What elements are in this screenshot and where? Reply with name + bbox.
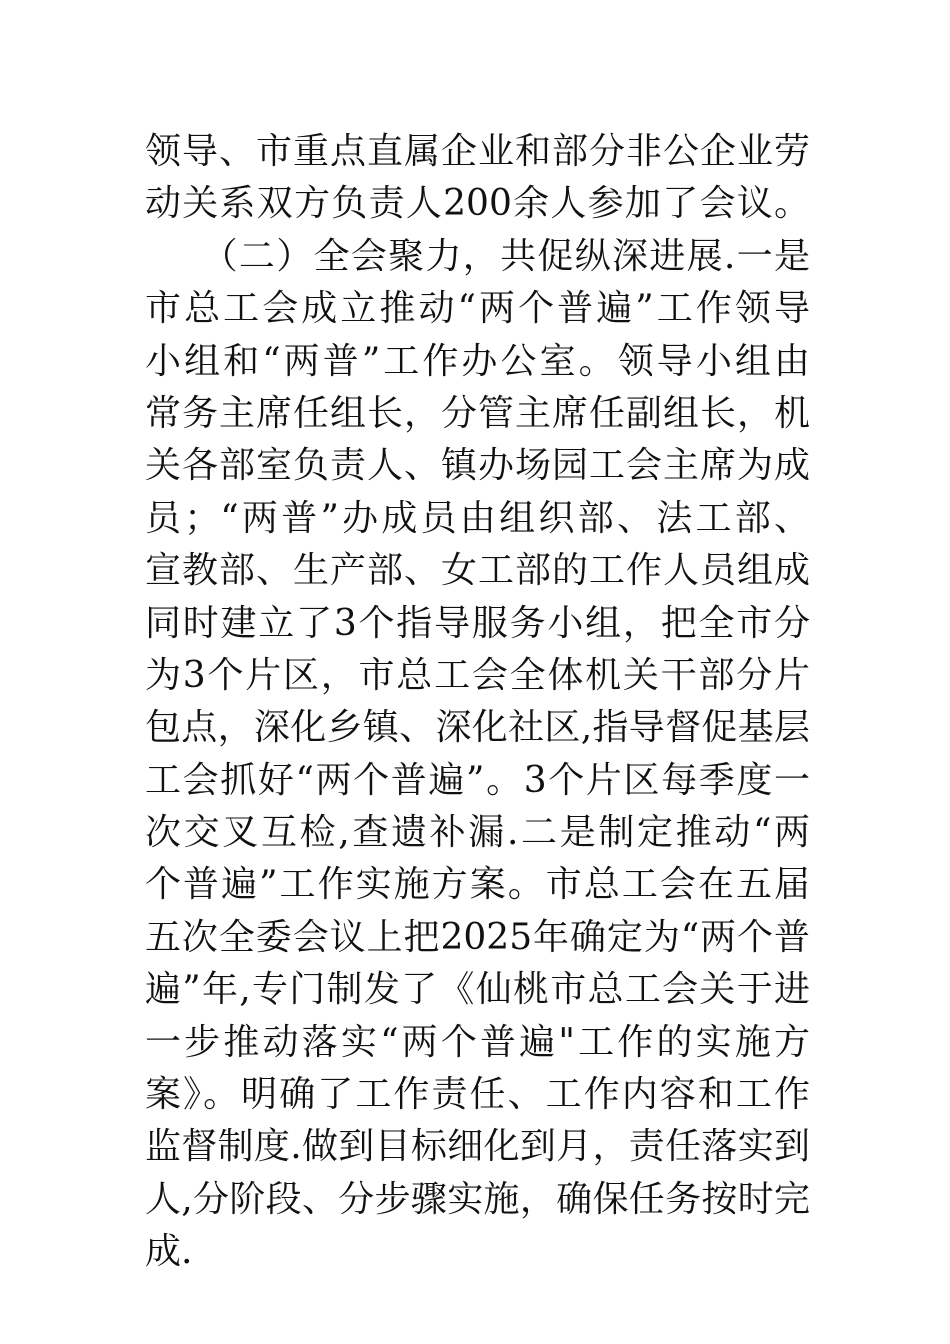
- text-line-13: 工会抓好“两个普遍”。3个片区每季度一: [145, 759, 810, 801]
- text-line-6: 常务主席任组长，分管主席任副组长，机: [145, 392, 810, 434]
- text-line-12: 包点，深化乡镇、深化社区,指导督促基层: [145, 707, 810, 749]
- text-line-1: 领导、市重点直属企业和部分非公企业劳: [145, 131, 810, 172]
- text-line-4: 市总工会成立推动“两个普遍”工作领导: [145, 288, 810, 330]
- text-line-20: 监督制度.做到目标细化到月，责任落实到: [145, 1126, 810, 1168]
- text-line-9: 宣教部、生产部、女工部的工作人员组成: [145, 550, 810, 592]
- body-text: [145, 126, 810, 1279]
- text-line-22: 成.: [145, 1231, 193, 1273]
- text-line-16: 五次全委会议上把2025年确定为“两个普: [145, 916, 810, 958]
- text-line-19: 案》。明确了工作责任、工作内容和工作: [145, 1074, 810, 1116]
- text-line-21: 人,分阶段、分步骤实施，确保任务按时完: [145, 1178, 810, 1220]
- text-line-2: 动关系双方负责人200余人参加了会议。: [145, 183, 810, 225]
- text-line-3: （二）全会聚力，共促纵深进展.一是: [145, 235, 810, 277]
- text-line-7: 关各部室负责人、镇办场园工会主席为成: [145, 445, 810, 487]
- text-line-14: 次交叉互检,查遗补漏.二是制定推动“两: [145, 812, 810, 854]
- text-line-18: 一步推动落实“两个普遍"工作的实施方: [145, 1021, 810, 1063]
- text-line-15: 个普遍”工作实施方案。市总工会在五届: [145, 864, 810, 906]
- text-line-5: 小组和“两普”工作办公室。领导小组由: [145, 340, 810, 382]
- text-line-10: 同时建立了3个指导服务小组，把全市分: [145, 602, 810, 644]
- text-line-11: 为3个片区，市总工会全体机关干部分片: [145, 654, 810, 696]
- text-line-8: 员；“两普”办成员由组织部、法工部、: [145, 497, 810, 539]
- text-line-17: 遍”年,专门制发了《仙桃市总工会关于进: [145, 969, 810, 1011]
